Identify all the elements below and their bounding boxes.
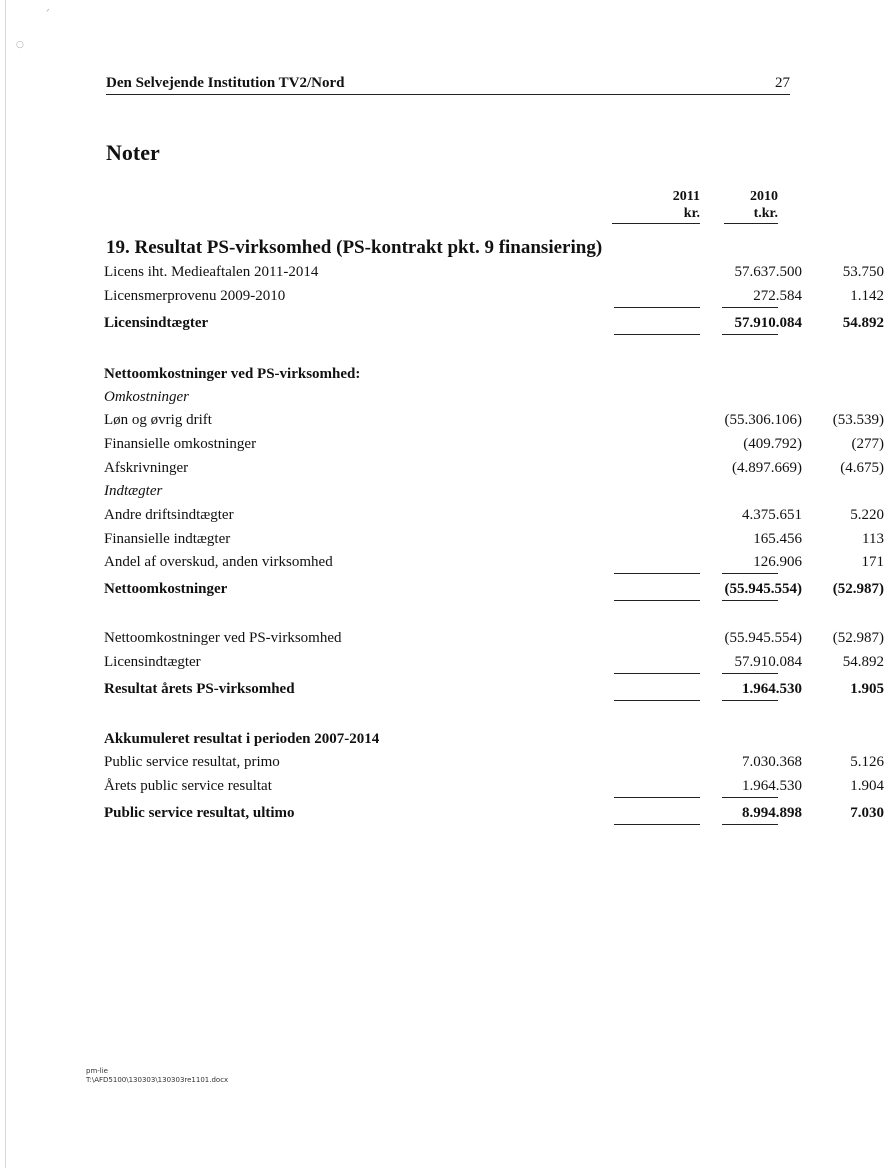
author-initials: pm-lie [86, 1067, 108, 1075]
table-row [104, 264, 884, 284]
table-row [104, 531, 884, 551]
value-2010: 5.220 [850, 507, 884, 523]
column-unit: kr. [612, 205, 700, 224]
total-rule [614, 600, 700, 601]
table-row [104, 654, 884, 674]
row-label: Nettoomkostninger ved PS-virksomhed: [104, 366, 361, 382]
row-label: Nettoomkostninger ved PS-virksomhed [104, 630, 342, 646]
column-header-2011 [612, 188, 700, 224]
total-rule [722, 824, 778, 825]
row-label: Resultat årets PS-virksomhed [104, 681, 295, 697]
page-margin-line [5, 0, 6, 1168]
value-2011: 57.910.084 [734, 315, 802, 331]
subtotal-rule [722, 307, 778, 308]
row-label: Public service resultat, ultimo [104, 805, 295, 821]
value-2011: 126.906 [753, 554, 802, 570]
total-row [104, 315, 884, 335]
value-2010: 7.030 [850, 805, 884, 821]
section-title: 19. Resultat PS-virksomhed (PS-kontrakt pkt. 9 finansiering) [106, 237, 603, 258]
subtotal-rule [722, 573, 778, 574]
row-label: Andel af overskud, anden virksomhed [104, 554, 333, 570]
row-label: Finansielle indtægter [104, 531, 231, 547]
row-label: Årets public service resultat [104, 778, 272, 794]
value-2010: 53.750 [842, 264, 884, 280]
row-label: Licensindtægter [104, 654, 201, 670]
page-title: Noter [106, 140, 160, 165]
value-2010: 171 [861, 554, 884, 570]
subheading-row [104, 483, 780, 503]
table-row [104, 630, 884, 650]
document-footer [86, 1067, 228, 1085]
row-label: Andre driftsindtægter [104, 507, 234, 523]
value-2010: 1.142 [850, 288, 884, 304]
value-2010: 54.892 [842, 315, 884, 331]
table-row [104, 507, 884, 527]
value-2010: (4.675) [840, 460, 884, 476]
value-2011: (55.945.554) [724, 581, 802, 597]
value-2010: (52.987) [832, 630, 884, 646]
row-label: Indtægter [104, 483, 163, 499]
page-number: 27 [775, 75, 790, 91]
subtotal-rule [614, 307, 700, 308]
row-label: Akkumuleret resultat i perioden 2007-2014 [104, 731, 380, 747]
row-label: Finansielle omkostninger [104, 436, 257, 452]
subtotal-rule [722, 673, 778, 674]
total-row [104, 581, 884, 601]
total-rule [614, 334, 700, 335]
table-row [104, 288, 884, 308]
table-row [104, 436, 884, 456]
row-label: Løn og øvrig drift [104, 412, 212, 428]
column-header-2010 [724, 188, 778, 224]
value-2010: (52.987) [832, 581, 884, 597]
table-row [104, 412, 884, 432]
table-row [104, 460, 884, 480]
value-2010: 1.905 [850, 681, 884, 697]
page-header [106, 74, 790, 95]
value-2011: (55.945.554) [724, 630, 802, 646]
subheading-row [104, 731, 780, 751]
value-2011: 272.584 [753, 288, 802, 304]
subtotal-rule [722, 797, 778, 798]
total-row [104, 805, 884, 825]
value-2010: 54.892 [842, 654, 884, 670]
total-row [104, 681, 884, 701]
total-rule [614, 700, 700, 701]
table-row [104, 754, 884, 774]
row-label: Omkostninger [104, 389, 189, 405]
column-year: 2011 [672, 189, 700, 204]
subtotal-rule [614, 797, 700, 798]
value-2010: (53.539) [832, 412, 884, 428]
value-2011: 165.456 [753, 531, 802, 547]
subheading-row [104, 389, 780, 409]
total-rule [722, 700, 778, 701]
value-2010: 1.904 [850, 778, 884, 794]
total-rule [614, 824, 700, 825]
value-2010: 5.126 [850, 754, 884, 770]
organization-name: Den Selvejende Institution TV2/Nord [106, 75, 345, 91]
value-2011: (409.792) [743, 436, 802, 452]
value-2011: 57.637.500 [734, 264, 802, 280]
total-rule [722, 334, 778, 335]
row-label: Licens iht. Medieaftalen 2011-2014 [104, 264, 319, 280]
row-label: Licensmerprovenu 2009-2010 [104, 288, 286, 304]
total-rule [722, 600, 778, 601]
subtotal-rule [614, 573, 700, 574]
column-year: 2010 [750, 189, 778, 204]
value-2011: 1.964.530 [742, 681, 802, 697]
file-path: T:\AFD5100\130303\130303re1101.docx [86, 1076, 229, 1084]
subtotal-rule [614, 673, 700, 674]
value-2011: (55.306.106) [724, 412, 802, 428]
row-label: Public service resultat, primo [104, 754, 280, 770]
value-2011: 4.375.651 [742, 507, 802, 523]
subheading-row [104, 366, 780, 386]
value-2011: 8.994.898 [742, 805, 802, 821]
value-2011: (4.897.669) [732, 460, 802, 476]
value-2010: (277) [851, 436, 884, 452]
row-label: Afskrivninger [104, 460, 189, 476]
row-label: Licensindtægter [104, 315, 209, 331]
value-2011: 57.910.084 [734, 654, 802, 670]
value-2011: 7.030.368 [742, 754, 802, 770]
row-label: Nettoomkostninger [104, 581, 228, 597]
value-2010: 113 [862, 531, 884, 547]
table-row [104, 554, 884, 574]
value-2011: 1.964.530 [742, 778, 802, 794]
column-unit: t.kr. [724, 205, 778, 224]
scan-mark: ᐟ [46, 8, 50, 18]
table-row [104, 778, 884, 798]
scan-mark: ○ [16, 40, 24, 50]
